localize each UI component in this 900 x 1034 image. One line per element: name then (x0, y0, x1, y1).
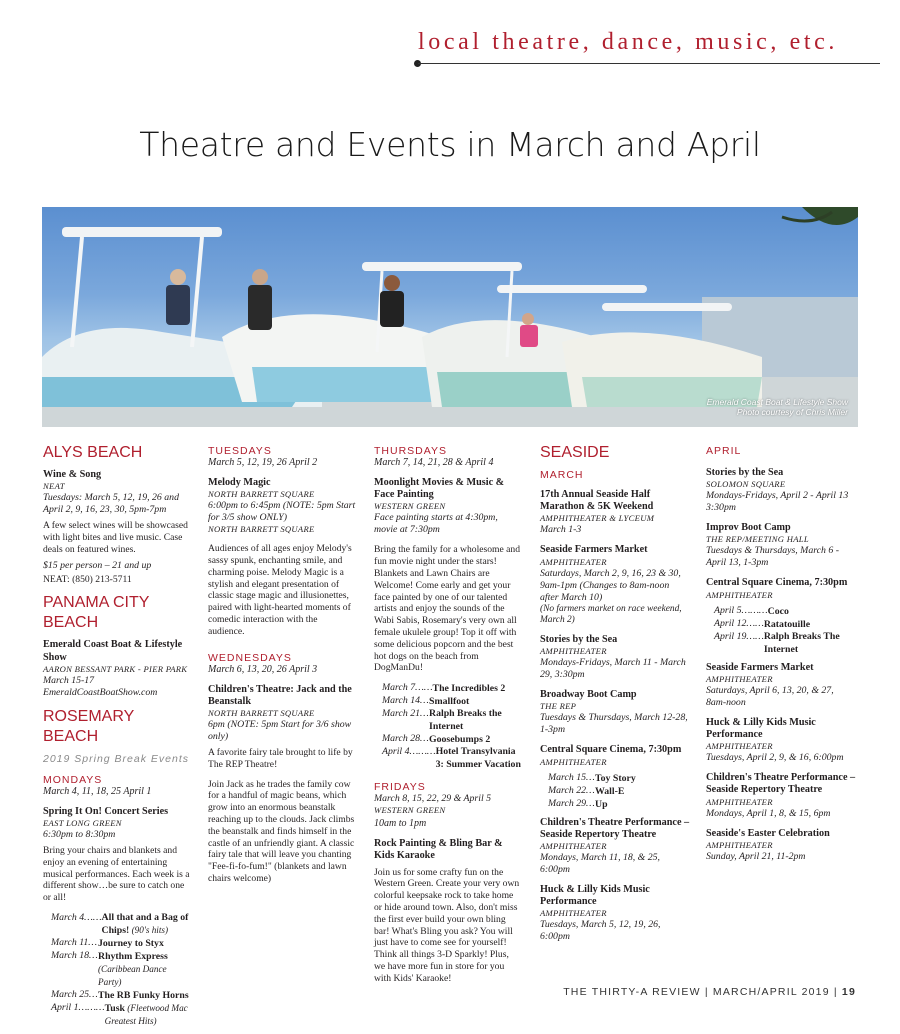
event-half-marathon (540, 489, 690, 536)
event-title: Melody Magic (208, 477, 271, 488)
event-date: Tuesdays, April 2, 9, & 16, 6:00pm (706, 752, 844, 764)
event-childrens-theatre (208, 684, 356, 885)
fridays-time: 10am to 1pm (374, 818, 427, 830)
event-huck-lilly (540, 884, 690, 943)
event-date: March 1-3 (540, 524, 582, 536)
schedule-title (102, 912, 191, 937)
schedule-title (98, 937, 191, 950)
event-stories-by-the-sea-april (706, 467, 856, 514)
schedule-row (374, 695, 522, 708)
event-title: Wine & Song (43, 469, 102, 480)
photo-credit (707, 397, 848, 417)
schedule-title (429, 733, 522, 746)
schedule-title-text: Journey to Styx (98, 937, 164, 949)
schedule-row (43, 989, 191, 1002)
schedule-title-text: Ratatouille (763, 618, 811, 630)
schedule-title-text: Toy Story (595, 772, 636, 784)
event-stories-by-the-sea (540, 634, 690, 681)
event-date: Sunday, April 21, 11-2pm (706, 850, 806, 862)
schedule-title (105, 1002, 191, 1028)
event-melody-magic (208, 477, 356, 638)
schedule-row (540, 772, 690, 785)
event-broadway-boot-camp (540, 689, 690, 736)
event-title: Huck & Lilly Kids Music Performance (540, 884, 650, 908)
schedule-date: March 14… (382, 695, 429, 707)
event-location: NORTH BARRETT SQUARE (208, 707, 315, 718)
event-description: Join us for some crafty fun on the Western Green. Create your very own colorful keepsake rock to take home or hide around town. Also, don't miss the first ever build your own bling bar! What's Bling you ask? You will just have to come see for yourself! Think all things 3-D Sparkly! Plus, we have more fun in store for you with Kids' Karaoke! (374, 866, 520, 984)
schedule-title-text: Hotel Transylvania 3: Summer Vacation (435, 746, 521, 771)
event-title: Stories by the Sea (540, 634, 618, 646)
schedule-row (540, 798, 690, 811)
event-central-square-cinema-april (706, 577, 856, 600)
event-website[interactable]: EmeraldCoastBoatShow.com (43, 686, 158, 698)
event-phone: NEAT: (850) 213-5711 (43, 573, 132, 585)
heading-april: APRIL (706, 445, 742, 457)
event-title: Broadway Boot Camp (540, 689, 637, 701)
schedule-row (43, 912, 191, 937)
page-footer (563, 986, 856, 998)
schedule-row (706, 618, 856, 631)
event-wine-song (43, 469, 191, 585)
schedule-date: April 1……… (51, 1001, 105, 1013)
schedule-title (436, 746, 522, 771)
event-location: AMPHITHEATER (706, 741, 773, 752)
event-improv-boot-camp (706, 522, 856, 569)
schedule-title (98, 950, 191, 989)
column-alys-pcb-rosemary (43, 443, 191, 1034)
page-title: Theatre and Events in March and April (139, 125, 761, 164)
thursdays-dates: March 7, 14, 21, 28 & April 4 (374, 457, 494, 468)
schedule-date: March 15… (548, 771, 595, 783)
event-note: (No farmers market on race weekend, March 2) (540, 603, 682, 625)
wednesdays-dates: March 6, 13, 20, 26 April 3 (208, 663, 318, 675)
column-thu-fri (374, 443, 522, 993)
event-rock-painting (374, 838, 522, 984)
april-cinema-schedule (706, 605, 856, 656)
heading-seaside: SEASIDE (540, 444, 610, 461)
schedule-title (764, 631, 856, 656)
event-title: Improv Boot Camp (706, 522, 791, 534)
event-spring-it-on (43, 806, 191, 904)
event-title: 17th Annual Seaside Half Marathon & 5K Weekend (540, 489, 654, 513)
heading-tuesdays: TUESDAYS (208, 445, 272, 457)
event-location: AMPHITHEATER (540, 556, 607, 567)
event-title: Rock Painting & Bling Bar & Kids Karaoke (374, 838, 503, 862)
event-title: Central Square Cinema, 7:30pm (540, 744, 682, 756)
photo-credit-line1: Emerald Coast Boat & Lifestyle Show (706, 397, 848, 407)
schedule-date: April 4……… (382, 746, 436, 758)
event-date: Mondays-Fridays, March 11 - March 29, 3:30pm (540, 657, 686, 681)
footer-publication: THE THIRTY-A REVIEW | MARCH/APRIL 2019 | (563, 986, 842, 998)
event-boat-show (43, 639, 191, 698)
event-location: AMPHITHEATER (706, 839, 773, 850)
event-location: THE REP/MEETING HALL (706, 534, 809, 545)
event-easter-celebration (706, 828, 856, 863)
column-tue-wed (208, 443, 356, 893)
schedule-title-text: Ralph Breaks The Internet (763, 630, 840, 655)
event-dates: March 15-17 (43, 674, 95, 686)
schedule-title-text: Wall-E (595, 785, 625, 797)
fridays-location: WESTERN GREEN (374, 805, 446, 816)
schedule-title-text: The RB Funky Horns (98, 989, 189, 1001)
schedule-title-text: Smallfoot (429, 696, 470, 708)
event-date: Tuesdays & Thursdays, March 12-28, 1-3pm (540, 712, 688, 736)
heading-panama-city-beach: PANAMA CITY BEACH (43, 594, 150, 632)
schedule-row (374, 708, 522, 733)
event-location: WESTERN GREEN (374, 501, 446, 512)
section-tag: local theatre, dance, music, etc. (418, 29, 838, 55)
event-farmers-market (540, 544, 690, 626)
heading-march: MARCH (540, 469, 584, 481)
schedule-title-note: (Caribbean Dance Party) (98, 963, 167, 987)
event-location-2: NORTH BARRETT SQUARE (208, 524, 315, 535)
event-title: Moonlight Movies & Music & Face Painting (374, 477, 505, 501)
schedule-date: March 11… (51, 936, 97, 948)
event-time: 6:00pm to 6:45pm (NOTE: 5pm Start for 3/5 show ONLY) (208, 500, 356, 524)
event-location: AMPHITHEATER (540, 756, 607, 767)
event-title: Children's Theatre Performance – Seaside Repertory Theatre (706, 772, 856, 796)
heading-mondays: MONDAYS (43, 773, 103, 786)
event-title: Huck & Lilly Kids Music Performance (706, 716, 816, 741)
event-date: Mondays, April 1, 8, & 15, 6pm (706, 807, 831, 819)
fridays-dates: March 8, 15, 22, 29 & April 5 (374, 793, 492, 805)
photo-credit-line2: Photo courtesy of Chris Miller (736, 407, 848, 417)
event-location: AMPHITHEATER (540, 841, 607, 852)
schedule-row (43, 937, 191, 950)
march-cinema-schedule (540, 772, 690, 811)
column-seaside-march (540, 443, 690, 951)
event-title: Seaside's Easter Celebration (706, 827, 830, 839)
event-moonlight-movies (374, 477, 522, 674)
schedule-title (429, 695, 522, 708)
schedule-title-text: Rhythm Express (98, 950, 168, 962)
schedule-row (43, 1002, 191, 1028)
boat-show-photo (42, 207, 858, 427)
schedule-title-text: Ralph Breaks the Internet (429, 708, 502, 733)
event-date: Mondays-Fridays, April 2 - April 13 3:30pm (706, 490, 849, 514)
event-description: Audiences of all ages enjoy Melody's sassy spunk, enchanting smile, and charming poise. Melody Magic is a stylish and elegant presentation of classic stage magic and illusionettes, paired with light-hearted moments of comedic interaction with the audience. (208, 543, 352, 637)
event-description: A few select wines will be showcased with light bites and live music. Case deals on featured wines. (43, 520, 188, 555)
event-description: Bring your chairs and blankets and enjoy an evening of entertaining musical performances. Each week is a different show…be sure to catch one or all! (43, 845, 190, 904)
event-time: 6:30pm to 8:30pm (43, 829, 116, 840)
event-date: Tuesdays, March 5, 12, 19, 26, 6:00pm (540, 919, 661, 943)
event-location: AMPHITHEATER (706, 589, 773, 600)
schedule-title (764, 618, 856, 631)
event-title: Children's Theatre Performance – Seaside Repertory Theatre (540, 816, 690, 840)
schedule-date: March 21… (382, 708, 429, 720)
event-title: Seaside Farmers Market (540, 544, 648, 556)
event-time: Face painting starts at 4:30pm, movie at 7:30pm (374, 512, 498, 536)
event-location: NORTH BARRETT SQUARE (208, 489, 315, 500)
event-location: AMPHITHEATER (540, 646, 607, 657)
event-location: AMPHITHEATER & LYCEUM (540, 513, 655, 524)
schedule-title-note: (90's hits) (129, 924, 169, 935)
mondays-dates: March 4, 11, 18, 25 April 1 (43, 785, 152, 797)
event-location: EAST LONG GREEN (43, 818, 122, 828)
event-location: AMPHITHEATER (706, 796, 773, 807)
event-dates: Tuesdays: March 5, 12, 19, 26 and April 2, 9, 16, 23, 30, 5pm-7pm (43, 492, 179, 516)
event-title: Emerald Coast Boat & Lifestyle Show (43, 639, 183, 663)
schedule-title-text: Up (595, 798, 608, 810)
page-number: 19 (841, 986, 856, 998)
heading-wednesdays: WEDNESDAYS (208, 651, 292, 664)
schedule-title (595, 798, 690, 811)
event-title: Stories by the Sea (706, 467, 784, 478)
schedule-title (595, 772, 690, 785)
event-description: Bring the family for a wholesome and fun movie night under the stars! Blankets and Lawn Chairs are Welcome! Come early and get your face painted by one of our talented artists and enjoy the sounds of the Wabi Sabis, Rosemary's very own all female ukulele group! Top it off with some delicious popcorn and the best hot dogs on the beach from DogManDu! (374, 544, 521, 674)
schedule-title (595, 785, 690, 798)
event-description: A favorite fairy tale brought to life by The REP Theatre! (208, 746, 353, 770)
event-title: Children's Theatre: Jack and the Beanstalk (208, 683, 352, 707)
section-rule (418, 63, 880, 64)
schedule-title (433, 682, 522, 695)
schedule-title-note: (Fleetwood Mac Greatest Hits) (104, 1002, 188, 1026)
schedule-row (540, 785, 690, 798)
schedule-row (374, 682, 522, 695)
event-location: AMPHITHEATER (540, 908, 607, 919)
schedule-date: March 4…… (51, 911, 102, 923)
schedule-title-text: The Incredibles 2 (432, 683, 506, 695)
schedule-row (706, 631, 856, 656)
event-title: Central Square Cinema, 7:30pm (706, 577, 848, 589)
event-price: $15 per person – 21 and up (43, 559, 152, 571)
column-seaside-april (706, 443, 856, 871)
schedule-title (429, 708, 522, 733)
subheading-spring-break: 2019 Spring Break Events (43, 752, 189, 765)
event-date: Tuesdays & Thursdays, March 6 - April 13, 1-3pm (706, 545, 839, 569)
schedule-title (98, 989, 191, 1002)
boat-photo-illustration (42, 207, 858, 427)
schedule-date: March 7…… (382, 682, 433, 694)
event-title: Spring It On! Concert Series (43, 805, 169, 817)
event-huck-lilly-april (706, 717, 856, 764)
event-title: Seaside Farmers Market (706, 661, 814, 673)
event-date: Mondays, March 11, 18, & 25, 6:00pm (540, 852, 660, 876)
schedule-title-text: Goosebumps 2 (429, 734, 491, 746)
event-location: THE REP (540, 701, 577, 712)
event-central-square-cinema (540, 744, 690, 767)
schedule-date: March 28… (382, 733, 429, 745)
movie-schedule (374, 682, 522, 771)
event-childrens-theatre-april (706, 772, 856, 819)
schedule-title (768, 605, 856, 618)
schedule-title-text: All that and a Bag of Chips! (101, 911, 189, 936)
schedule-title-text: Tusk (104, 1002, 125, 1014)
concert-schedule (43, 912, 191, 1028)
schedule-date: March 22… (548, 784, 595, 796)
event-description-2: Join Jack as he trades the family cow for a handful of magic beans, which grow into an enormous beanstalk reaching up to the clouds. Jack climbs the beanstalk and finds himself in the castle of an unfriendly giant. A classic fairy tale that will leave you chanting "Fee-fi-fo-fum!" (blankets and lawn chairs welcome) (208, 778, 355, 884)
schedule-date: April 12…… (714, 617, 764, 629)
schedule-date: March 29… (548, 797, 595, 809)
schedule-row (374, 733, 522, 746)
schedule-row (43, 950, 191, 989)
schedule-row (374, 746, 522, 771)
event-date: Saturdays, April 6, 13, 20, & 27, 8am-noon (706, 684, 834, 708)
event-farmers-market-april (706, 662, 856, 709)
event-date: Saturdays, March 2, 9, 16, 23 & 30, 9am-1pm (Changes to 8am-noon after March 10) (540, 567, 681, 603)
event-childrens-theatre-seaside (540, 817, 690, 876)
heading-rosemary-beach: ROSEMARY BEACH (43, 707, 134, 745)
schedule-date: March 18… (51, 949, 98, 961)
schedule-date: March 25… (51, 988, 98, 1000)
event-location: SOLOMON SQUARE (706, 479, 786, 490)
event-location: AARON BESSANT PARK - PIER PARK (43, 663, 188, 674)
tuesdays-dates: March 5, 12, 19, 26 April 2 (208, 457, 318, 468)
schedule-date: April 19…… (714, 630, 764, 642)
event-location: AMPHITHEATER (706, 673, 773, 684)
event-time: 6pm (NOTE: 5pm Start for 3/6 show only) (208, 718, 352, 742)
schedule-row (706, 605, 856, 618)
schedule-title-text: Coco (767, 605, 789, 617)
schedule-date: April 5……… (714, 604, 768, 616)
event-location: NEAT (43, 481, 65, 492)
heading-alys-beach: ALYS BEACH (43, 444, 143, 461)
heading-thursdays: THURSDAYS (374, 445, 447, 457)
heading-fridays: FRIDAYS (374, 781, 426, 794)
